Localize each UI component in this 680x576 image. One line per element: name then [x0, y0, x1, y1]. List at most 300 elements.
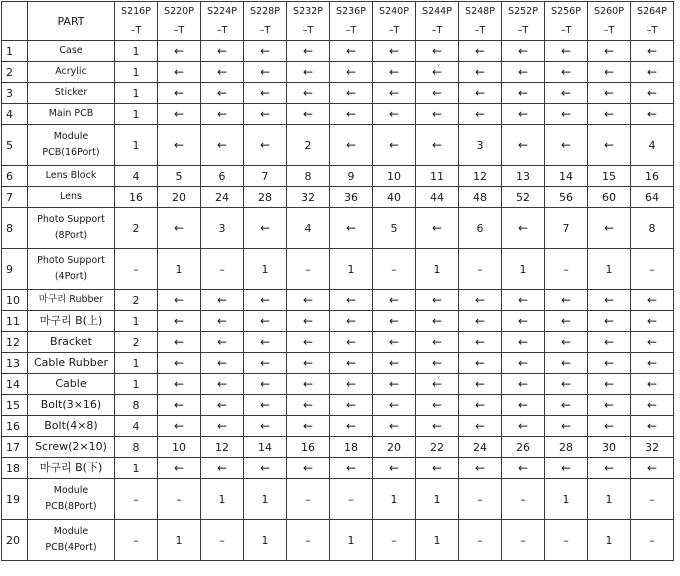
row-number: 4	[2, 104, 28, 125]
same-as-left-arrow: ←	[201, 125, 244, 166]
quantity-cell: 1	[115, 125, 158, 166]
quantity-cell: 16	[115, 187, 158, 208]
same-as-left-arrow: ←	[158, 458, 201, 479]
part-name-cell	[28, 520, 115, 561]
same-as-left-arrow: ←	[545, 458, 588, 479]
same-as-left-arrow: ←	[373, 353, 416, 374]
same-as-left-arrow: ←	[502, 104, 545, 125]
quantity-cell: –	[545, 249, 588, 290]
same-as-left-arrow: ←	[244, 374, 287, 395]
same-as-left-arrow: ←	[201, 416, 244, 437]
model-suffix: –T	[517, 25, 529, 36]
quantity-cell: –	[631, 479, 674, 520]
part-name-cell	[28, 332, 115, 353]
part-name-line: 마구리 B(下)	[39, 461, 103, 474]
part-name-cell	[28, 374, 115, 395]
quantity-cell: 40	[373, 187, 416, 208]
same-as-left-arrow: ←	[158, 332, 201, 353]
part-name-line: (8Port)	[54, 230, 88, 241]
part-name-line: PCB(8Port)	[45, 501, 97, 512]
same-as-left-arrow: ←	[459, 416, 502, 437]
same-as-left-arrow: ←	[244, 353, 287, 374]
quantity-cell: 1	[588, 249, 631, 290]
table-row	[2, 83, 674, 104]
part-column-header: PART	[28, 2, 115, 41]
quantity-cell: 4	[115, 166, 158, 187]
same-as-left-arrow: ←	[287, 290, 330, 311]
quantity-cell: 2	[115, 332, 158, 353]
same-as-left-arrow: ←	[244, 125, 287, 166]
same-as-left-arrow: ←	[244, 104, 287, 125]
same-as-left-arrow: ←	[287, 332, 330, 353]
row-number: 15	[2, 395, 28, 416]
same-as-left-arrow: ←	[631, 374, 674, 395]
same-as-left-arrow: ←	[373, 83, 416, 104]
quantity-cell: 14	[545, 166, 588, 187]
same-as-left-arrow: ←	[416, 395, 459, 416]
same-as-left-arrow: ←	[459, 353, 502, 374]
quantity-cell: 1	[115, 353, 158, 374]
part-name-line: Lens	[60, 191, 82, 202]
same-as-left-arrow: ←	[330, 311, 373, 332]
quantity-cell: 12	[459, 166, 502, 187]
model-column-header	[244, 2, 287, 41]
quantity-cell: 1	[244, 249, 287, 290]
row-number: 18	[2, 458, 28, 479]
same-as-left-arrow: ←	[373, 458, 416, 479]
same-as-left-arrow: ←	[588, 125, 631, 166]
part-name-line: Case	[59, 45, 83, 56]
same-as-left-arrow: ←	[330, 41, 373, 62]
same-as-left-arrow: ←	[502, 83, 545, 104]
part-name-line: Module	[53, 526, 89, 537]
quantity-cell: 10	[373, 166, 416, 187]
same-as-left-arrow: ←	[330, 458, 373, 479]
model-suffix: –T	[216, 25, 228, 36]
same-as-left-arrow: ←	[201, 374, 244, 395]
table-row	[2, 125, 674, 166]
same-as-left-arrow: ←	[631, 416, 674, 437]
quantity-cell: 36	[330, 187, 373, 208]
quantity-cell: 14	[244, 437, 287, 458]
model-name: S236P	[336, 6, 366, 17]
quantity-cell: 3	[201, 208, 244, 249]
same-as-left-arrow: ←	[588, 395, 631, 416]
same-as-left-arrow: ←	[201, 332, 244, 353]
row-number: 5	[2, 125, 28, 166]
quantity-cell: 32	[631, 437, 674, 458]
part-name-line: Photo Support	[37, 255, 105, 266]
parts-table	[1, 1, 674, 561]
same-as-left-arrow: ←	[330, 353, 373, 374]
quantity-cell: 1	[588, 479, 631, 520]
model-suffix: –T	[173, 25, 185, 36]
table-row	[2, 374, 674, 395]
quantity-cell: –	[201, 249, 244, 290]
quantity-cell: –	[373, 249, 416, 290]
same-as-left-arrow: ←	[416, 208, 459, 249]
quantity-cell: 20	[373, 437, 416, 458]
quantity-cell: –	[545, 520, 588, 561]
model-name: S228P	[250, 6, 280, 17]
part-name-line: Module	[53, 131, 89, 142]
model-suffix: –T	[302, 25, 314, 36]
quantity-cell: –	[158, 479, 201, 520]
same-as-left-arrow: ←	[373, 416, 416, 437]
same-as-left-arrow: ←	[545, 125, 588, 166]
same-as-left-arrow: ←	[416, 332, 459, 353]
table-row	[2, 41, 674, 62]
same-as-left-arrow: ←	[244, 290, 287, 311]
row-number: 19	[2, 479, 28, 520]
model-name: S260P	[594, 6, 624, 17]
row-number: 7	[2, 187, 28, 208]
same-as-left-arrow: ←	[373, 374, 416, 395]
quantity-cell: 1	[201, 479, 244, 520]
same-as-left-arrow: ←	[244, 41, 287, 62]
quantity-cell: –	[631, 249, 674, 290]
same-as-left-arrow: ←	[588, 416, 631, 437]
quantity-cell: 4	[287, 208, 330, 249]
same-as-left-arrow: ←	[287, 374, 330, 395]
same-as-left-arrow: ←	[588, 62, 631, 83]
table-row	[2, 104, 674, 125]
same-as-left-arrow: ←	[416, 416, 459, 437]
quantity-cell: –	[631, 520, 674, 561]
part-name-line: Module	[53, 485, 89, 496]
same-as-left-arrow: ←	[545, 41, 588, 62]
same-as-left-arrow: ←	[330, 83, 373, 104]
model-suffix: –T	[388, 25, 400, 36]
part-name-cell	[28, 125, 115, 166]
same-as-left-arrow: ←	[588, 374, 631, 395]
quantity-cell: 52	[502, 187, 545, 208]
quantity-cell: 1	[115, 374, 158, 395]
quantity-cell: –	[287, 249, 330, 290]
same-as-left-arrow: ←	[416, 458, 459, 479]
same-as-left-arrow: ←	[588, 104, 631, 125]
quantity-cell: 8	[115, 437, 158, 458]
quantity-cell: 9	[330, 166, 373, 187]
part-name-cell	[28, 311, 115, 332]
quantity-cell: –	[459, 249, 502, 290]
model-suffix: –T	[431, 25, 443, 36]
part-name-line: Bracket	[50, 335, 92, 348]
model-name: S216P	[121, 6, 151, 17]
part-name-cell	[28, 290, 115, 311]
row-number: 10	[2, 290, 28, 311]
same-as-left-arrow: ←	[287, 104, 330, 125]
quantity-cell: 1	[373, 479, 416, 520]
model-name: S256P	[551, 6, 581, 17]
quantity-cell: 1	[416, 479, 459, 520]
same-as-left-arrow: ←	[373, 395, 416, 416]
same-as-left-arrow: ←	[201, 458, 244, 479]
table-row	[2, 208, 674, 249]
quantity-cell: 18	[330, 437, 373, 458]
same-as-left-arrow: ←	[373, 125, 416, 166]
quantity-cell: 2	[287, 125, 330, 166]
quantity-cell: 22	[416, 437, 459, 458]
quantity-cell: 6	[201, 166, 244, 187]
part-name-line: 마구리 B(上)	[39, 314, 103, 327]
same-as-left-arrow: ←	[373, 290, 416, 311]
same-as-left-arrow: ←	[373, 41, 416, 62]
quantity-cell: 8	[115, 395, 158, 416]
table-row	[2, 458, 674, 479]
quantity-cell: 11	[416, 166, 459, 187]
same-as-left-arrow: ←	[244, 208, 287, 249]
same-as-left-arrow: ←	[416, 104, 459, 125]
same-as-left-arrow: ←	[502, 416, 545, 437]
quantity-cell: 24	[459, 437, 502, 458]
quantity-cell: 1	[545, 479, 588, 520]
same-as-left-arrow: ←	[416, 41, 459, 62]
same-as-left-arrow: ←	[502, 332, 545, 353]
model-column-header	[115, 2, 158, 41]
quantity-cell: 1	[330, 249, 373, 290]
model-column-header	[545, 2, 588, 41]
same-as-left-arrow: ←	[158, 104, 201, 125]
quantity-cell: 32	[287, 187, 330, 208]
model-suffix: –T	[474, 25, 486, 36]
same-as-left-arrow: ←	[416, 125, 459, 166]
quantity-cell: 13	[502, 166, 545, 187]
quantity-cell: –	[459, 479, 502, 520]
quantity-cell: –	[115, 520, 158, 561]
model-column-header	[416, 2, 459, 41]
same-as-left-arrow: ←	[158, 311, 201, 332]
table-row	[2, 311, 674, 332]
row-number: 9	[2, 249, 28, 290]
model-name: S264P	[637, 6, 667, 17]
part-name-line: Cable Rubber	[33, 356, 109, 369]
quantity-cell: 1	[244, 479, 287, 520]
same-as-left-arrow: ←	[158, 374, 201, 395]
quantity-cell: 30	[588, 437, 631, 458]
quantity-cell: 16	[631, 166, 674, 187]
same-as-left-arrow: ←	[502, 311, 545, 332]
quantity-cell: –	[115, 249, 158, 290]
same-as-left-arrow: ←	[545, 416, 588, 437]
part-name-cell	[28, 437, 115, 458]
same-as-left-arrow: ←	[502, 41, 545, 62]
quantity-cell: –	[287, 520, 330, 561]
table-row	[2, 437, 674, 458]
quantity-cell: –	[502, 479, 545, 520]
quantity-cell: –	[459, 520, 502, 561]
quantity-cell: 1	[115, 458, 158, 479]
model-column-header	[631, 2, 674, 41]
model-suffix: –T	[259, 25, 271, 36]
quantity-cell: –	[373, 520, 416, 561]
table-row	[2, 166, 674, 187]
same-as-left-arrow: ←	[631, 290, 674, 311]
row-number: 13	[2, 353, 28, 374]
same-as-left-arrow: ←	[244, 311, 287, 332]
row-number: 16	[2, 416, 28, 437]
same-as-left-arrow: ←	[631, 41, 674, 62]
same-as-left-arrow: ←	[545, 83, 588, 104]
quantity-cell: 6	[459, 208, 502, 249]
table-row	[2, 290, 674, 311]
quantity-cell: 16	[287, 437, 330, 458]
quantity-cell: 1	[502, 249, 545, 290]
same-as-left-arrow: ←	[459, 458, 502, 479]
same-as-left-arrow: ←	[459, 395, 502, 416]
quantity-cell: 1	[115, 311, 158, 332]
same-as-left-arrow: ←	[287, 83, 330, 104]
row-number: 2	[2, 62, 28, 83]
model-column-header	[158, 2, 201, 41]
part-name-line: PCB(16Port)	[42, 147, 100, 158]
same-as-left-arrow: ←	[373, 62, 416, 83]
quantity-cell: 7	[244, 166, 287, 187]
same-as-left-arrow: ←	[588, 311, 631, 332]
same-as-left-arrow: ←	[545, 353, 588, 374]
quantity-cell: –	[201, 520, 244, 561]
row-number: 1	[2, 41, 28, 62]
quantity-cell: 1	[244, 520, 287, 561]
same-as-left-arrow: ←	[545, 290, 588, 311]
quantity-cell: 2	[115, 208, 158, 249]
same-as-left-arrow: ←	[631, 353, 674, 374]
row-number: 11	[2, 311, 28, 332]
quantity-cell: 56	[545, 187, 588, 208]
same-as-left-arrow: ←	[545, 104, 588, 125]
part-name-cell	[28, 208, 115, 249]
same-as-left-arrow: ←	[330, 374, 373, 395]
table-row	[2, 395, 674, 416]
same-as-left-arrow: ←	[330, 416, 373, 437]
table-row	[2, 416, 674, 437]
same-as-left-arrow: ←	[588, 83, 631, 104]
same-as-left-arrow: ←	[502, 395, 545, 416]
part-name-cell	[28, 395, 115, 416]
same-as-left-arrow: ←	[330, 125, 373, 166]
same-as-left-arrow: ←	[545, 311, 588, 332]
same-as-left-arrow: ←	[588, 332, 631, 353]
same-as-left-arrow: ←	[158, 83, 201, 104]
same-as-left-arrow: ←	[158, 290, 201, 311]
model-name: S220P	[164, 6, 194, 17]
part-name-cell	[28, 479, 115, 520]
part-name-line: 마구리 Rubber	[38, 294, 104, 305]
same-as-left-arrow: ←	[287, 458, 330, 479]
model-name: S232P	[293, 6, 323, 17]
same-as-left-arrow: ←	[244, 395, 287, 416]
same-as-left-arrow: ←	[158, 395, 201, 416]
model-column-header	[330, 2, 373, 41]
part-name-line: Acrylic	[55, 66, 87, 77]
model-column-header	[502, 2, 545, 41]
row-number: 20	[2, 520, 28, 561]
quantity-cell: 1	[330, 520, 373, 561]
same-as-left-arrow: ←	[588, 290, 631, 311]
same-as-left-arrow: ←	[502, 290, 545, 311]
quantity-cell: 44	[416, 187, 459, 208]
quantity-cell: 8	[631, 208, 674, 249]
same-as-left-arrow: ←	[459, 290, 502, 311]
same-as-left-arrow: ←	[631, 311, 674, 332]
model-column-header	[373, 2, 416, 41]
quantity-cell: –	[287, 479, 330, 520]
same-as-left-arrow: ←	[416, 374, 459, 395]
part-name-line: Sticker	[54, 87, 88, 98]
model-column-header	[588, 2, 631, 41]
quantity-cell: 5	[158, 166, 201, 187]
quantity-cell: 12	[201, 437, 244, 458]
model-name: S252P	[508, 6, 538, 17]
table-row	[2, 187, 674, 208]
model-name: S224P	[207, 6, 237, 17]
quantity-cell: 1	[115, 41, 158, 62]
same-as-left-arrow: ←	[459, 374, 502, 395]
quantity-cell: 28	[244, 187, 287, 208]
same-as-left-arrow: ←	[631, 62, 674, 83]
same-as-left-arrow: ←	[416, 353, 459, 374]
part-name-cell	[28, 458, 115, 479]
same-as-left-arrow: ←	[244, 332, 287, 353]
same-as-left-arrow: ←	[330, 208, 373, 249]
same-as-left-arrow: ←	[502, 62, 545, 83]
same-as-left-arrow: ←	[287, 311, 330, 332]
model-column-header	[287, 2, 330, 41]
quantity-cell: –	[115, 479, 158, 520]
same-as-left-arrow: ←	[459, 83, 502, 104]
same-as-left-arrow: ←	[330, 395, 373, 416]
same-as-left-arrow: ←	[330, 290, 373, 311]
quantity-cell: 4	[115, 416, 158, 437]
same-as-left-arrow: ←	[545, 374, 588, 395]
same-as-left-arrow: ←	[373, 311, 416, 332]
table-row	[2, 62, 674, 83]
part-name-cell	[28, 249, 115, 290]
quantity-cell: 60	[588, 187, 631, 208]
quantity-cell: 1	[416, 249, 459, 290]
same-as-left-arrow: ←	[631, 104, 674, 125]
part-name-line: PCB(4Port)	[45, 542, 97, 553]
same-as-left-arrow: ←	[545, 395, 588, 416]
same-as-left-arrow: ←	[631, 332, 674, 353]
table-row	[2, 479, 674, 520]
part-name-line: (4Port)	[54, 271, 88, 282]
quantity-cell: 1	[115, 62, 158, 83]
same-as-left-arrow: ←	[158, 125, 201, 166]
part-name-cell	[28, 353, 115, 374]
part-name-cell	[28, 187, 115, 208]
model-suffix: –T	[603, 25, 615, 36]
part-name-line: Main PCB	[48, 108, 94, 119]
model-suffix: –T	[345, 25, 357, 36]
part-name-line: Bolt(3×16)	[40, 398, 102, 411]
row-number: 6	[2, 166, 28, 187]
row-number: 12	[2, 332, 28, 353]
same-as-left-arrow: ←	[373, 104, 416, 125]
same-as-left-arrow: ←	[201, 83, 244, 104]
quantity-cell: 10	[158, 437, 201, 458]
table-row	[2, 520, 674, 561]
same-as-left-arrow: ←	[201, 290, 244, 311]
part-name-line: Photo Support	[37, 214, 105, 225]
quantity-cell: 7	[545, 208, 588, 249]
same-as-left-arrow: ←	[158, 416, 201, 437]
same-as-left-arrow: ←	[416, 311, 459, 332]
row-number: 14	[2, 374, 28, 395]
quantity-cell: 1	[158, 520, 201, 561]
quantity-cell: 48	[459, 187, 502, 208]
quantity-cell: 28	[545, 437, 588, 458]
